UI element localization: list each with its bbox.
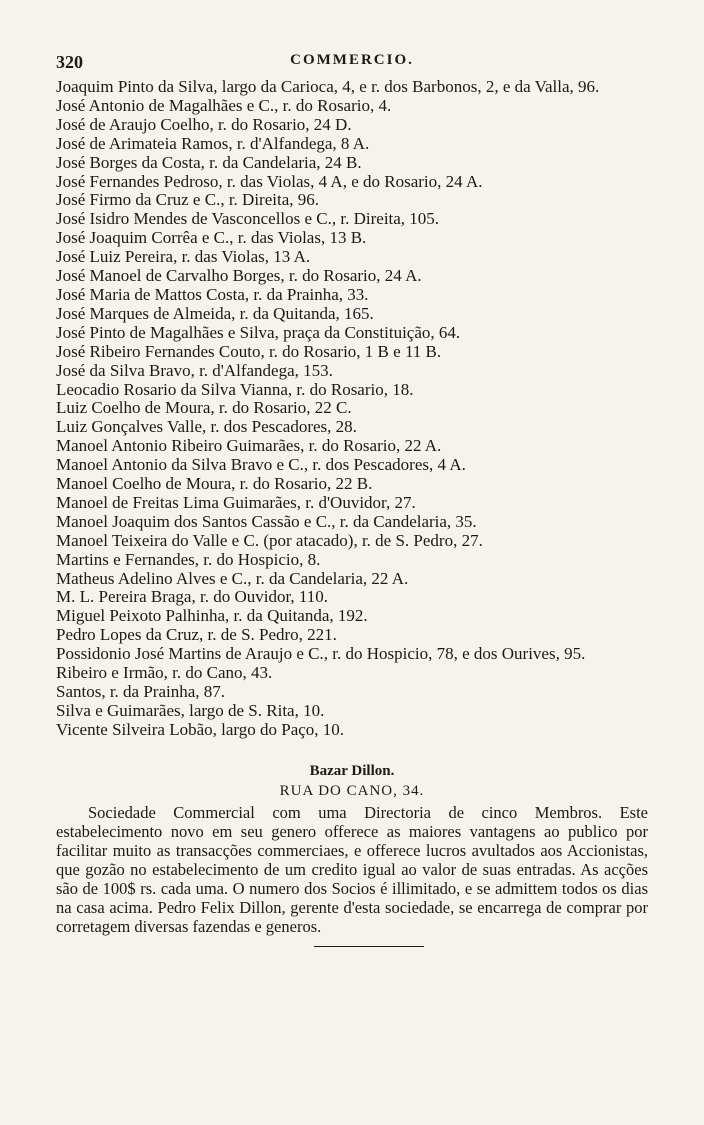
running-head xyxy=(56,52,648,78)
merchant-list xyxy=(56,78,648,740)
page-number: 320 xyxy=(56,52,83,72)
list-item: Santos, r. da Prainha, 87. xyxy=(56,682,226,701)
list-item: Luiz Coelho de Moura, r. do Rosario, 22 C. xyxy=(56,398,352,418)
list-item: José Luiz Pereira, r. das Violas, 13 A. xyxy=(56,247,311,267)
list-item: José de Araujo Coelho, r. do Rosario, 24 D. xyxy=(56,114,352,134)
list-item: Matheus Adelino Alves e C., r. da Candelaria, 22 A. xyxy=(56,568,409,588)
list-item: José de Arimateia Ramos, r. d'Alfandega, 8 A. xyxy=(56,133,370,153)
list-item: Martins e Fernandes, r. do Hospicio, 8. xyxy=(56,549,321,569)
list-item: Manoel Joaquim dos Santos Cassão e C., r. da Candelaria, 35. xyxy=(56,511,477,531)
list-item: Leocadio Rosario da Silva Vianna, r. do Rosario, 18. xyxy=(56,379,414,399)
list-item: Luiz Gonçalves Valle, r. dos Pescadores, 28. xyxy=(56,417,357,437)
list-item: Manoel de Freitas Lima Guimarães, r. d'Ouvidor, 27. xyxy=(56,492,416,512)
section-body: Sociedade Commercial com uma Directoria de cinco Membros. Este estabelecimento novo em seu genero offerece as maiores vantagens ao publico por facilitar muito as transacções commerciaes, e offerece lucros avultados aos Accionistas, que gozão no estabelecimento de um credito igual ao valor de suas entradas. As acções são de 100$ rs. cada uma. O numero dos Socios é illimitado, e se admittem todos os dias na casa acima. Pedro Felix Dillon, gerente d'esta sociedade, se encarrega de comprar por corretagem diversas fazendas e generos. xyxy=(56,802,648,936)
list-item: Vicente Silveira Lobão, largo do Paço, 10. xyxy=(56,719,345,739)
list-item: José Manoel de Carvalho Borges, r. do Rosario, 24 A. xyxy=(56,266,422,286)
list-item: M. L. Pereira Braga, r. do Ouvidor, 110. xyxy=(56,587,329,607)
section-address: RUA DO CANO, 34. xyxy=(279,782,425,799)
list-item: José Firmo da Cruz e C., r. Direita, 96. xyxy=(56,190,319,210)
list-item: José Antonio de Magalhães e C., r. do Rosario, 4. xyxy=(56,95,392,115)
list-item: Manoel Antonio Ribeiro Guimarães, r. do Rosario, 22 A. xyxy=(56,436,442,456)
list-item: Joaquim Pinto da Silva, largo da Carioca, 4, e r. dos Barbonos, 2, e da Valla, 96. xyxy=(56,77,600,96)
list-item: José Ribeiro Fernandes Couto, r. do Rosario, 1 B e 11 B. xyxy=(56,341,442,361)
list-item: Ribeiro e Irmão, r. do Cano, 43. xyxy=(56,663,273,683)
list-item: José Joaquim Corrêa e C., r. das Violas, 13 B. xyxy=(56,228,367,248)
closing-rule xyxy=(314,946,424,947)
list-item: José da Silva Bravo, r. d'Alfandega, 153. xyxy=(56,360,333,380)
list-item: Silva e Guimarães, largo de S. Rita, 10. xyxy=(56,700,325,720)
list-item: Pedro Lopes da Cruz, r. de S. Pedro, 221. xyxy=(56,625,337,645)
section-title: Bazar Dillon. xyxy=(309,762,395,779)
list-item: Manoel Antonio da Silva Bravo e C., r. dos Pescadores, 4 A. xyxy=(56,455,466,475)
list-item: Miguel Peixoto Palhinha, r. da Quitanda, 192. xyxy=(56,606,368,626)
list-item: José Pinto de Magalhães e Silva, praça da Constituição, 64. xyxy=(56,322,461,342)
list-item: José Isidro Mendes de Vasconcellos e C., r. Direita, 105. xyxy=(56,209,440,229)
list-item: Manoel Teixeira do Valle e C. (por atacado), r. de S. Pedro, 27. xyxy=(56,530,483,550)
list-item: José Fernandes Pedroso, r. das Violas, 4 A, e do Rosario, 24 A. xyxy=(56,171,483,191)
list-item: Manoel Coelho de Moura, r. do Rosario, 22 B. xyxy=(56,474,373,494)
list-item: José Marques de Almeida, r. da Quitanda, 165. xyxy=(56,303,374,323)
header-title: COMMERCIO. xyxy=(290,52,414,68)
list-item: José Borges da Costa, r. da Candelaria, 24 B. xyxy=(56,152,362,172)
list-item: José Maria de Mattos Costa, r. da Prainha, 33. xyxy=(56,284,369,304)
list-item: Possidonio José Martins de Araujo e C., r. do Hospicio, 78, e dos Ourives, 95. xyxy=(56,644,586,664)
